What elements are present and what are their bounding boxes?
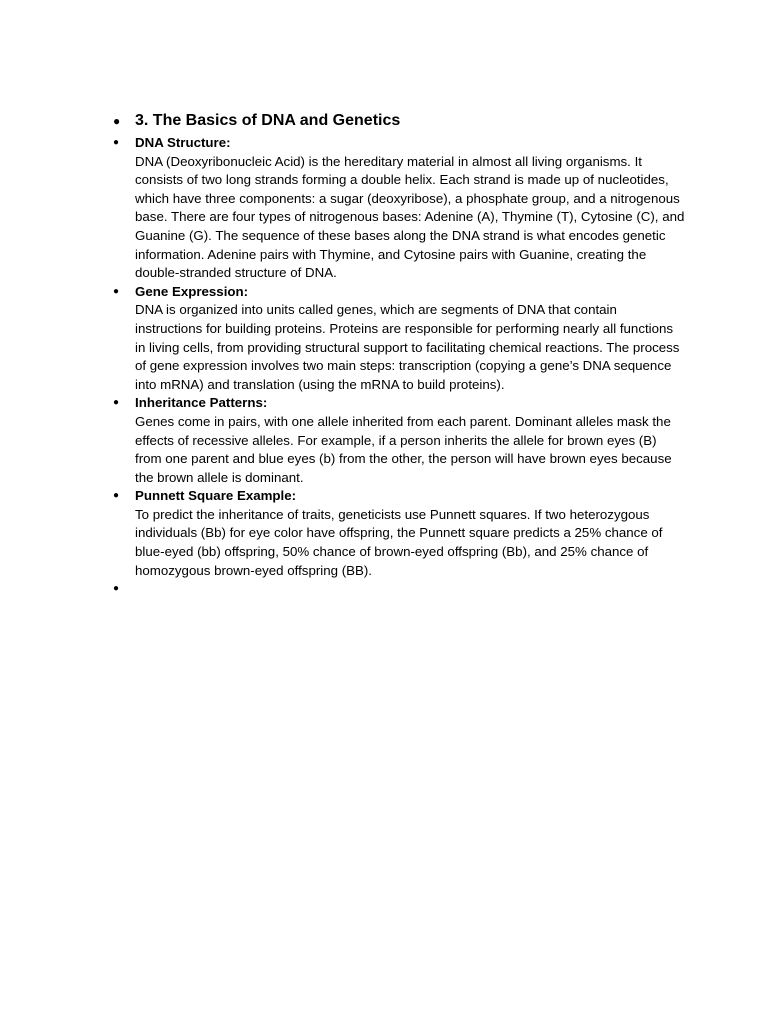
bullet-icon: ● bbox=[113, 137, 120, 148]
section-body: DNA is organized into units called genes, which are segments of DNA that contain instructions for building proteins. Proteins are responsible for performing nearly all functions in living cells, from providing structural support to facilitating chemical reactions. The process of gene expression involves two main steps: transcription (copying a gene’s DNA sequence into mRNA) and translation (using the mRNA to build proteins). bbox=[135, 302, 680, 392]
section-heading: Gene Expression: bbox=[135, 283, 249, 299]
section-heading: DNA Structure: bbox=[135, 135, 231, 150]
bullet-icon: ● bbox=[113, 490, 120, 502]
section-body: To predict the inheritance of traits, geneticists use Punnett squares. If two heterozygous individuals (Bb) for eye color have offspring, the Punnett square predicts a 25% chance of blue-eyed (bb) offspring, 50% chance of brown-eyed offspring (Bb), and 25% chance of homozygous brown-eyed offspring (BB). bbox=[135, 506, 663, 578]
list-item-gene-expression bbox=[110, 283, 685, 395]
list-item-inheritance-patterns bbox=[110, 394, 685, 487]
list-item-title bbox=[110, 110, 685, 132]
section-body: Genes come in pairs, with one allele inherited from each parent. Dominant alleles mask the effects of recessive alleles. For example, if a person inherits the allele for brown eyes (B) from one parent and blue eyes (b) from the other, the person will have brown eyes because the brown allele is dominant. bbox=[135, 413, 672, 485]
bullet-icon: ● bbox=[113, 114, 121, 128]
bullet-icon: ● bbox=[113, 397, 120, 409]
list-item-empty[interactable] bbox=[110, 580, 685, 599]
section-heading: Inheritance Patterns: bbox=[135, 395, 268, 411]
section-body: DNA (Deoxyribonucleic Acid) is the hereditary material in almost all living organisms. It consists of two long strands forming a double helix. Each strand is made up of nucleotides, which have three components: a sugar (deoxyribose), a phosphate group, and a nitrogenous base. There are four types of nitrogenous bases: Adenine (A), Thymine (T), Cytosine (C), and Guanine (G). The sequence of these bases along the DNA strand is what encodes genetic information. Adenine pairs with Thymine, and Cytosine pairs with Guanine, creating the double-stranded structure of DNA. bbox=[135, 153, 685, 281]
bullet-icon: ● bbox=[113, 583, 120, 595]
section-heading: Punnett Square Example: bbox=[135, 488, 297, 504]
bullet-icon: ● bbox=[113, 285, 120, 297]
list-item-dna-structure bbox=[110, 134, 685, 283]
list-item-punnett-square bbox=[110, 487, 685, 580]
section-title: 3. The Basics of DNA and Genetics bbox=[135, 112, 401, 129]
bullet-list bbox=[110, 110, 685, 599]
